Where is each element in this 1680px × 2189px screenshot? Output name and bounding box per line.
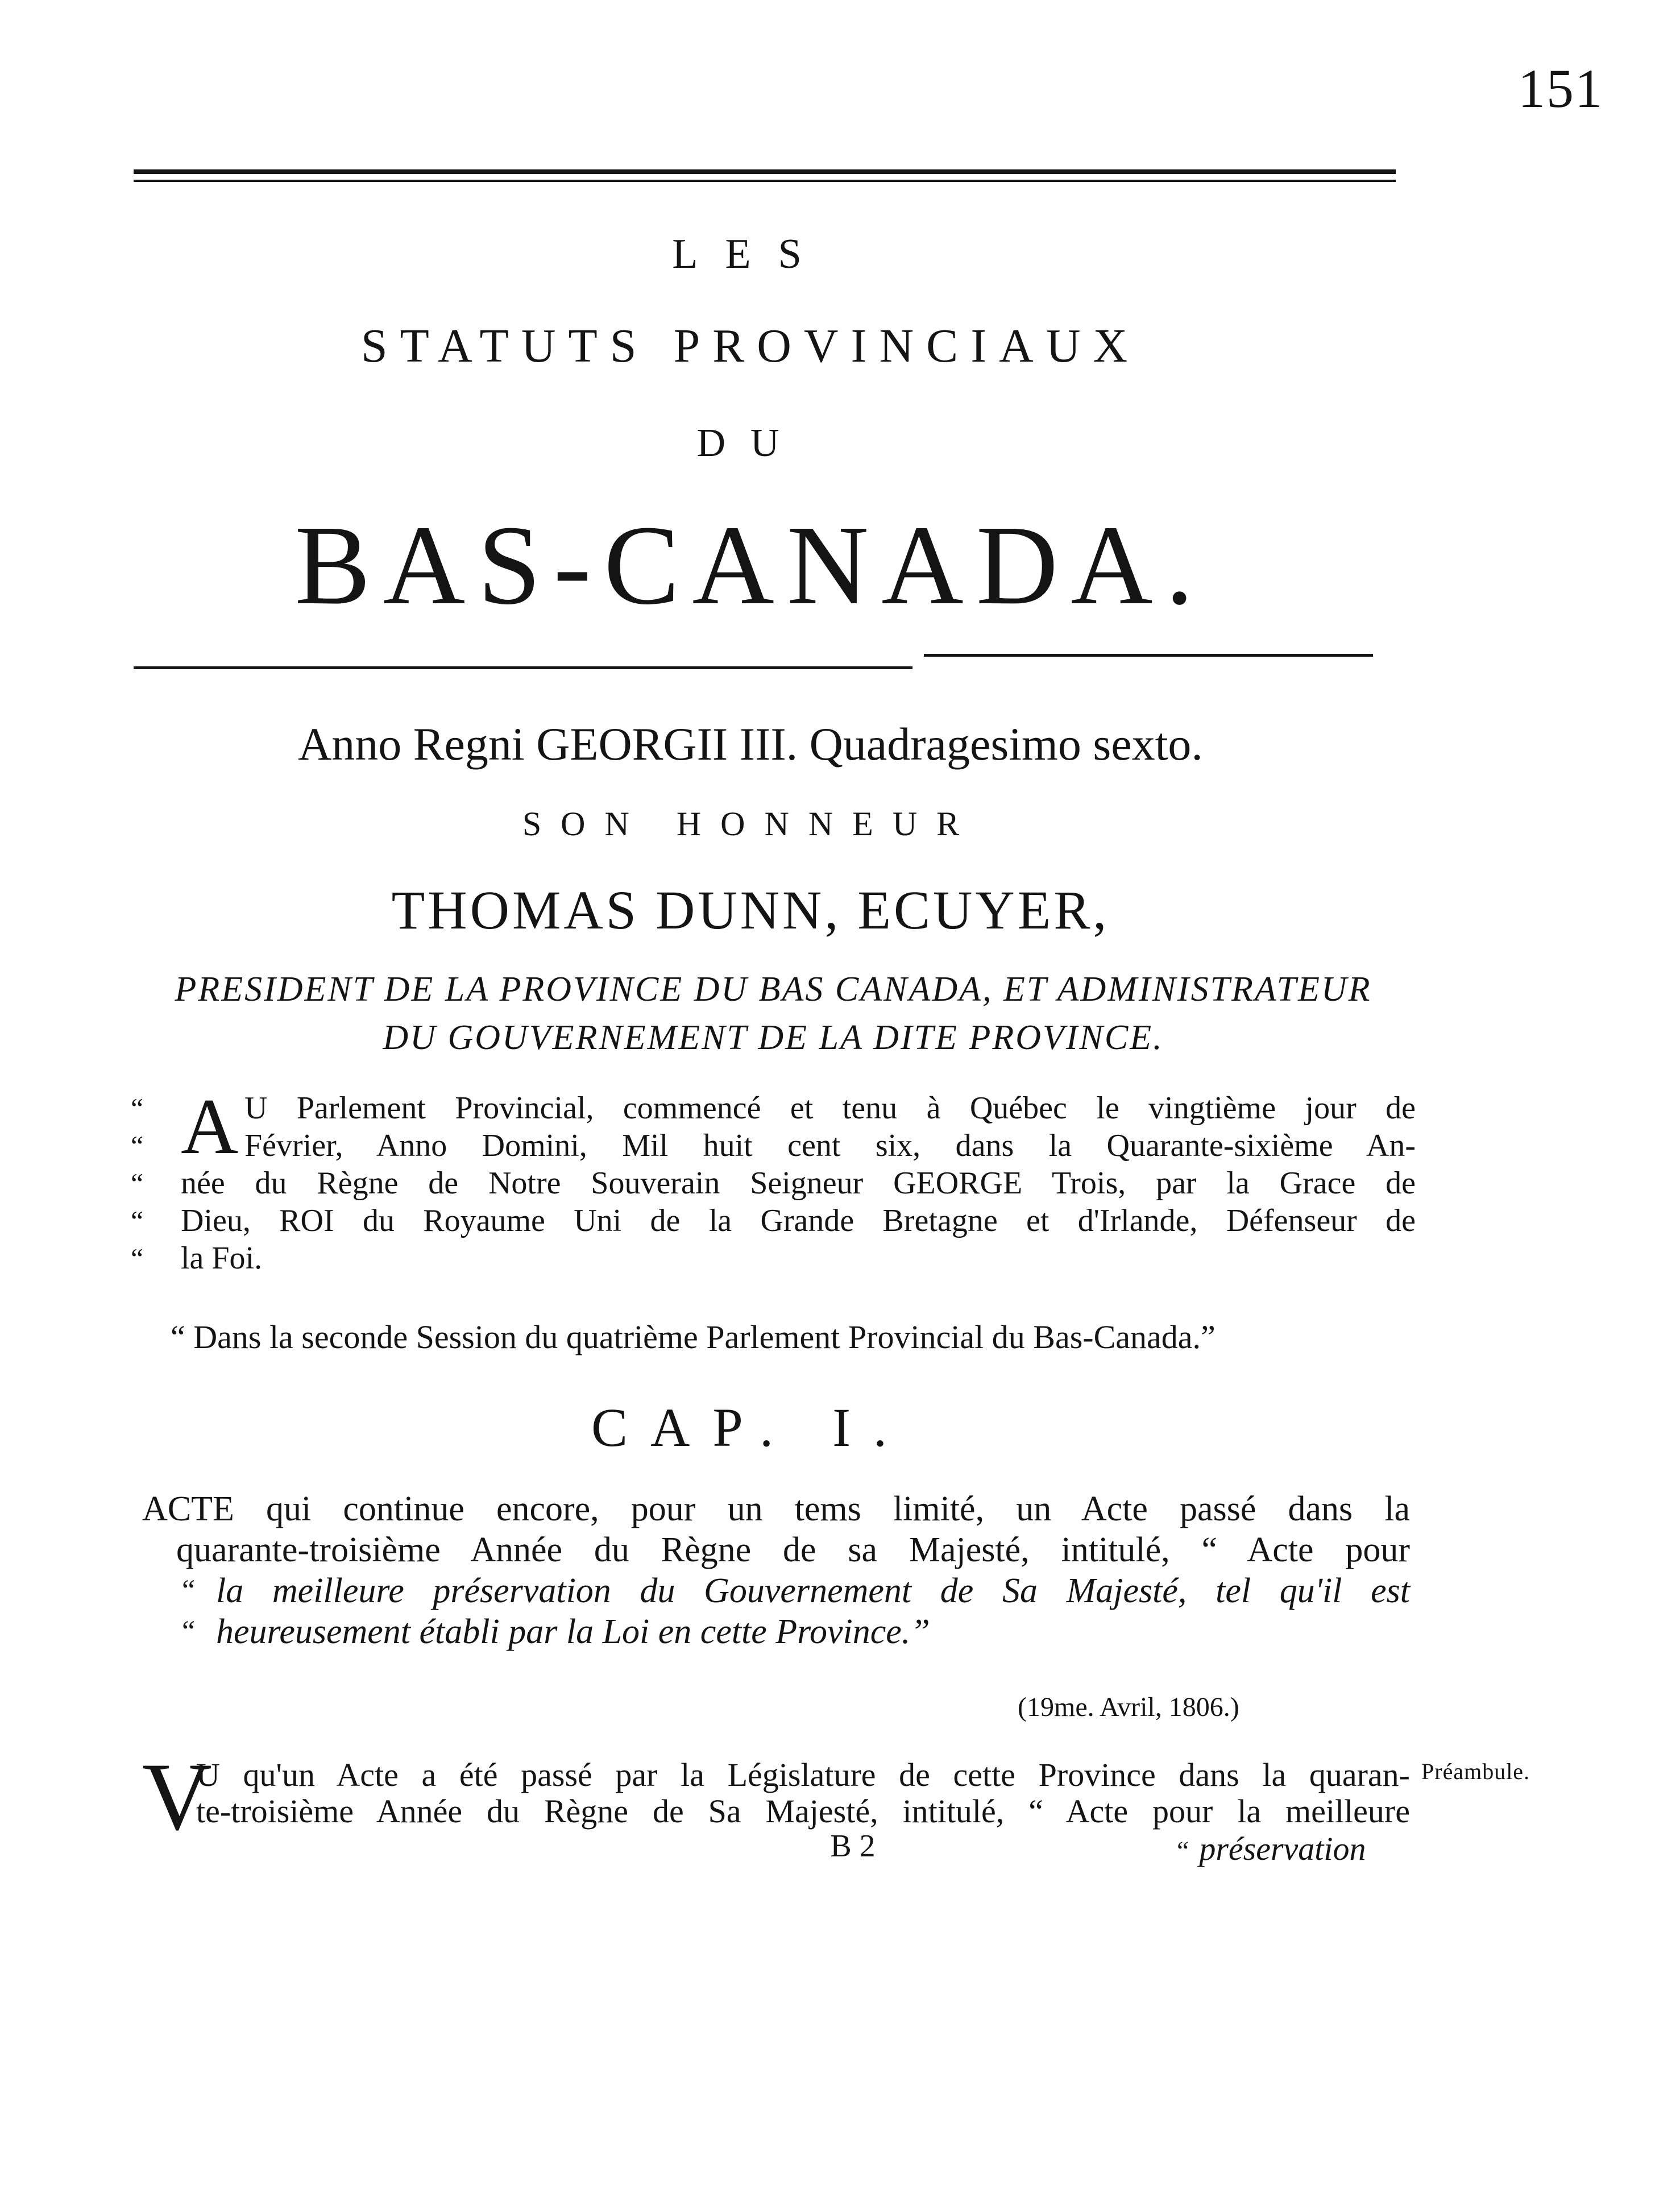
enactment-line [131,1166,1416,1201]
act-title-text: la meilleure préservation du Gouvernement de Sa Majesté, tel qu'il est [216,1572,1410,1610]
signature-mark: B 2 [830,1829,876,1864]
heading-bas-canada: BAS-CANADA. [294,503,1206,628]
act-title-text: ACTE qui continue encore, pour un tems limité, un Acte passé dans la [142,1490,1410,1528]
regnal-year: Anno Regni GEORGII III. Quadragesimo sexto. [298,718,1203,770]
catchword-text: préservation [1199,1830,1366,1867]
top-rule-lower [134,180,1396,182]
quote-mark: “ [1177,1836,1189,1866]
act-date: (19me. Avril, 1806.) [1018,1692,1239,1722]
act-title-text: heureusement établi par la Loi en cette Province.” [216,1612,930,1651]
top-rule-upper [134,169,1396,174]
enactment-line-text: U Parlement Provincial, commencé et tenu à Québec le vingtième jour de [244,1091,1416,1126]
heading-statuts-provinciaux: STATUTS PROVINCIAUX [360,320,1140,372]
enactment-line-text: Dieu, ROI du Royaume Uni de la Grande Bretagne et d'Irlande, Défenseur de [181,1203,1416,1238]
quote-mark: “ [131,1167,144,1199]
heading-les: LES [672,231,829,277]
act-title-line [142,1489,1410,1529]
session-line: “ Dans la seconde Session du quatrième Parlement Provincial du Bas-Canada.” [171,1319,1216,1355]
title-rule-right [924,654,1373,657]
quote-mark: “ [131,1242,144,1274]
president-name: THOMAS DUNN, ECUYER, [391,880,1110,940]
quote-mark: “ [182,1574,196,1607]
quote-mark: “ [131,1130,144,1162]
margin-note: Préambule. [1421,1759,1530,1784]
enactment-line-text: Février, Anno Domini, Mil huit cent six, dans la Quarante-sixième An- [244,1128,1416,1163]
catchword [1177,1830,1427,1868]
quote-mark: “ [182,1615,196,1648]
act-title-text: quarante-troisième Année du Règne de sa Majesté, intitulé, “ Acte pour [176,1531,1410,1569]
act-title-line [142,1570,1410,1611]
act-title [142,1489,1410,1652]
page-number: 151 [1518,58,1603,119]
quote-mark: “ [131,1092,144,1124]
enactment-line-text: la Foi. [181,1241,263,1276]
enactment-line [131,1203,1416,1238]
drop-cap: A [181,1083,239,1171]
title-rule-left [134,666,912,669]
enactment-line [131,1128,1416,1163]
heading-du: DU [696,421,804,465]
president-title-line: DU GOUVERNEMENT DE LA DITE PROVINCE. [383,1018,1164,1057]
enactment-line-text: née du Règne de Notre Souverain Seigneur GEORGE Trois, par la Grace de [181,1166,1416,1201]
preamble-line: U qu'un Acte a été passé par la Législature de cette Province dans la quaran- [196,1756,1410,1793]
drop-cap: V [142,1743,212,1850]
enactment-paragraph [131,1083,1416,1276]
son-honneur: SON HONNEUR [522,805,979,843]
act-title-line [142,1611,1410,1652]
chapter-heading: CAP. I. [591,1397,910,1458]
quote-mark: “ [131,1205,144,1237]
president-title-line: PRESIDENT DE LA PROVINCE DU BAS CANADA, ET ADMINISTRATEUR [175,970,1372,1009]
act-title-line [142,1529,1410,1570]
preamble-line: te-troisième Année du Règne de Sa Majesté, intitulé, “ Acte pour la meilleure [196,1793,1410,1830]
enactment-line [131,1241,1416,1276]
